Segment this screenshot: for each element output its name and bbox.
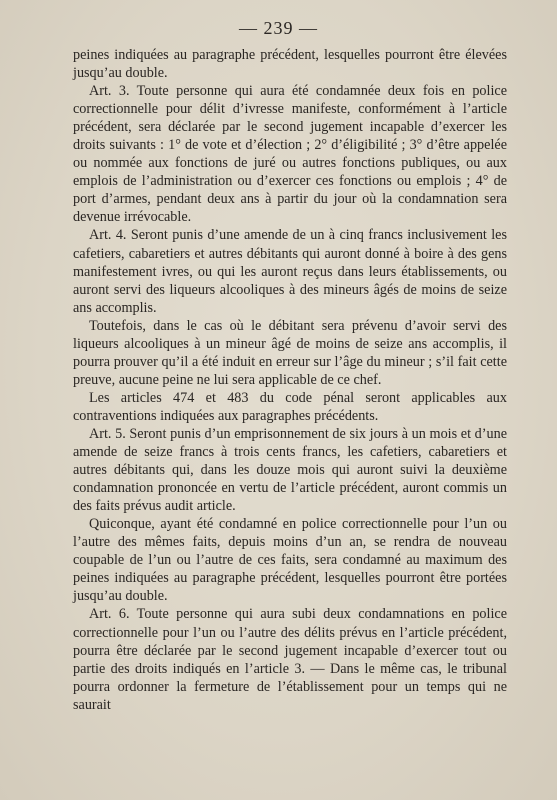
paragraph-article-4-penal-code: Les articles 474 et 483 du code pénal seront applicables aux contraventions indiquées aux paragraphes précédents.: [73, 389, 507, 424]
paragraph-article-4-exception: Toutefois, dans le cas où le débitant sera prévenu d’avoir servi des liqueurs alcooliques à un mineur âgé de moins de seize ans accomplis, il pourra prouver qu’il a été induit en erreur sur l’âge du mineur ; s’il fait cette preuve, aucune peine ne lui sera applicable de ce chef.: [73, 317, 507, 388]
paragraph-article-6: Art. 6. Toute personne qui aura subi deux condamnations en police correctionnelle pour l’un ou l’autre des délits prévus en l’article précédent, pourra être déclarée par le second jugement incapable d’exercer tout ou partie des droits indiqués en l’article 3. — Dans le même cas, le tribunal pourra ordonner la fermeture de l’établissement pour un temps qui ne saurait: [73, 606, 507, 713]
page-number: — 239 —: [239, 18, 318, 38]
paragraph-article-5: Art. 5. Seront punis d’un emprisonnement de six jours à un mois et d’une amende de seize francs à trois cents francs, les cafetiers, cabaretiers et autres débitants qui, dans les douze mois qui auront suivi la deuxième condamnation prononcée en vertu de l’article précédent, auront commis un des faits prévus audit article.: [73, 425, 507, 515]
body-text: [73, 46, 507, 714]
paragraph-continuation: peines indiquées au paragraphe précédent, lesquelles pourront être élevées jusqu’au double.: [73, 47, 507, 82]
paragraph-article-4: Art. 4. Seront punis d’une amende de un à cinq francs inclusivement les cafetiers, cabaretiers et autres débitants qui auront donné à boire à des gens manifestement ivres, ou qui les auront reçus dans leurs établissements, ou auront servi des liqueurs alcooliques à des mineurs âgés de moins de seize ans accomplis.: [73, 227, 507, 316]
paragraph-article-5-recidivism: Quiconque, ayant été condamné en police correctionnelle pour l’un ou l’autre des mêmes faits, depuis moins d’un an, se rendra de nouveau coupable de l’un ou l’autre de ces faits, sera condamné au maximum des peines indiquées au paragraphe précédent, lesquelles pourront être portées jusqu’au double.: [73, 516, 507, 605]
paragraph-article-3: Art. 3. Toute personne qui aura été condamnée deux fois en police correctionnelle pour délit d’ivresse manifeste, conformément à l’article précédent, sera déclarée par le second jugement incapable d’exercer les droits suivants : 1° de vote et d’élection ; 2° d’éligibilité ; 3° d’être appelée ou nommée aux fonctions de juré ou autres fonctions publiques, ou aux emplois de l’administration ou d’exercer ces fonctions ou emplois ; 4° de port d’armes, pendant deux ans à partir du jour où la condamnation sera devenue irrévocable.: [73, 83, 507, 226]
